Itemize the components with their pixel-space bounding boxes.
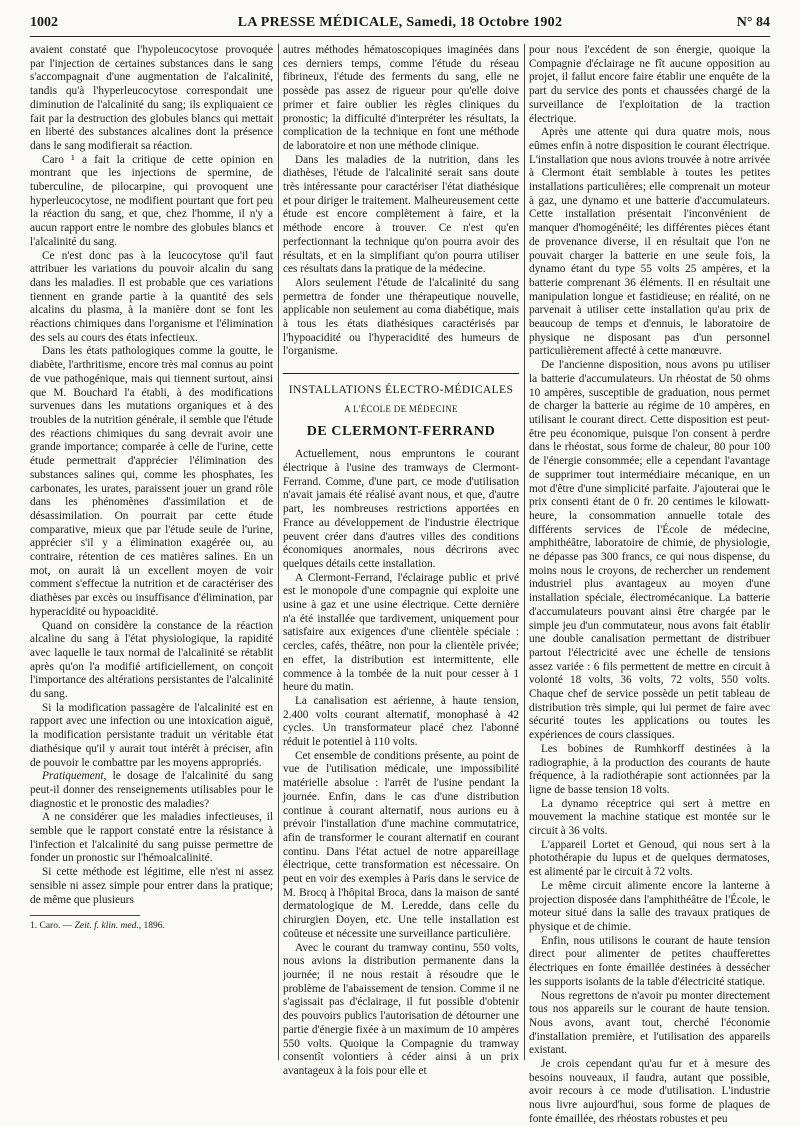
journal-title	[30, 15, 770, 31]
footnote	[30, 920, 273, 934]
paragraph: Quand on considère la constance de la réaction alcaline du sang à l'état physiologique, la rapidité avec laquelle le taux normal de l'alcalinité se rétablit après qu'on l'a modifié artificiellement, on conçoit l'importance des altérations persistantes de l'alcalinité du sang.	[30, 619, 273, 701]
column-1	[30, 44, 273, 1060]
paragraph: Cet ensemble de conditions présente, au point de vue de l'utilisation médicale, une impossibilité matérielle absolue : l'arrêt de l'usine pendant la journée. Enfin, dans le cas d'une distribution continue à courant alternatif, nous aurions eu à prévoir l'installation d'une machine commutatrice, afin de transformer le courant alternatif en courant continu. Dans l'état actuel de notre appareillage électrique, cette transformation est nécessaire. On peut en voir des exemples à Paris dans le service de M. Brocq à l'hôpital Broca, dans la maison de santé dermatologique de M. Leredde, dans celle du chirurgien Doyen, etc. Une telle installation est coûteuse et nécessite une surveillance particulière.	[283, 749, 519, 940]
footnote-rule	[30, 915, 140, 916]
journal-name: LA PRESSE MÉDICALE,	[237, 15, 403, 30]
paragraph: Si cette méthode est légitime, elle n'est ni assez sensible ni assez simple pour entrer dans la pratique; de même que plusieurs	[30, 866, 273, 906]
emphasis: Pratiquement,	[42, 770, 107, 783]
paragraph-text: le dosage de l'alcalinité du sang peut-il donner des renseignements utilisables pour le diagnostic et le pronostic des maladies?	[30, 770, 273, 810]
paragraph: Avec le courant du tramway continu, 550 volts, nous avions la distribution permanente dans la journée; il ne nous restait à résoudre que le problème de l'abaissement de tension. Comme il ne s'agissait pas d'éclairage, il fut possible d'obtenir des pouvoirs publics l'autorisation de détourner une partie d'énergie fixée à un maximum de 10 ampères 550 volts. Quoique la Compagnie du tramway consentît volontiers à céder ainsi à un prix avantageux à la fois pour elle et	[283, 941, 519, 1077]
column-2	[283, 44, 519, 1077]
column-divider	[278, 44, 279, 1060]
footnote-source: Zeit. f. klin. med.,	[74, 921, 142, 932]
paragraph: A Clermont-Ferrand, l'éclairage public et privé est le monopole d'une compagnie qui exploite une usine à gaz et une usine électrique. Cette dernière n'a été installée que tardivement, uniquement pour satisfaire aux exigences d'une clientèle spéciale : cercles, cafés, théâtre, non pour la clientèle privée; en effet, la distribution est intermittente, elle commence à la tombée de la nuit pour cesser à 1 heure du matin.	[283, 571, 519, 694]
paragraph: Enfin, nous utilisons le courant de haute tension direct pour alimenter de petites chaufferettes électriques en fonte émaillée destinées à dessécher les supports isolants de la table d'électricité statique.	[529, 934, 770, 988]
page-header	[30, 15, 770, 35]
header-rule	[30, 36, 770, 37]
article-heading	[283, 373, 519, 438]
footnote-year: 1896.	[141, 921, 165, 932]
paragraph: Les bobines de Rumhkorff destinées à la radiographie, à la production des courants de haute fréquence, à la radiothérapie sont actionnées par la ligne de basse tension 18 volts.	[529, 742, 770, 796]
article-title: INSTALLATIONS ÉLECTRO-MÉDICALES	[288, 384, 514, 397]
column-divider	[524, 44, 525, 1060]
paragraph	[30, 770, 273, 811]
paragraph: avaient constaté que l'hypoleucocytose provoquée par l'injection de certaines substances dans le sang s'accompagnait d'une augmentation de l'alcalinité, tandis qu'à l'hyperleucocytose correspondait une diminution de l'alcalinité du sang; ils expliquaient ce fait par la destruction des globules blancs qui mettait en liberté des substances alcalines dont la présence dans le sang modifierait sa réaction.	[30, 44, 273, 152]
paragraph: La dynamo réceptrice qui sert à mettre en mouvement la machine statique est montée sur le circuit à 36 volts.	[529, 797, 770, 838]
footnote-author: 1. Caro. —	[30, 921, 75, 932]
issue-date: Samedi, 18 Octobre 1902	[402, 15, 563, 30]
page-number: 1002	[30, 15, 58, 30]
paragraph: Dans les états pathologiques comme la goutte, le diabète, l'arthritisme, encore très mal connus au point de vue pathogénique, mais qui tiennent surtout, ainsi que M. Bouchard l'a établi, à des modifications survenues dans les mutations organiques et à des troubles de la nutrition générale, il semble que l'étude des réactions chimiques du sang devrait avoir une grande importance; comparée à celle de l'urine, cette étude permettrait d'apprécier l'élimination des substances salines qui, comme les phosphates, les carbonates, les urates, paraissent jouer un grand rôle dans les phénomènes d'assimilation et de désassimilation. On pourrait par cette étude comparative, mieux que par l'étude seule de l'urine, apprécier s'il y a élimination exagérée ou, au contraire, rétention de ces matières salines. En un mot, on aurait là un excellent moyen de voir comment s'effectue la nutrition et de caractériser des diathèses par excès ou insuffisance d'élimination, par hyperacidité ou hypoacidité.	[30, 345, 273, 618]
paragraph: Caro ¹ a fait la critique de cette opinion en montrant que les injections de spermine, de tuberculine, de pilocarpine, qui provoquent une hyperleucocytose, ne modifient pourtant que fort peu la réaction du sang, et que, chez l'homme, il n'y a aucun rapport entre le nombre des globules blancs et l'alcalinité du sang.	[30, 153, 273, 248]
paragraph: A ne considérer que les maladies infectieuses, il semble que le rapport constaté entre la résistance à l'infection et l'alcalinité du sang puisse permettre de fonder un pronostic sur l'hémoalcalinité.	[30, 811, 273, 865]
paragraph: Alors seulement l'étude de l'alcalinité du sang permettra de fonder une thérapeutique nouvelle, applicable non seulement au coma diabétique, mais à tous les états diathésiques caractérisés par l'hypoacidité ou l'hyperacidité des humeurs de l'organisme.	[283, 276, 519, 358]
column-3	[529, 44, 770, 1125]
article-location: DE CLERMONT-FERRAND	[306, 423, 496, 439]
paragraph: Si la modification passagère de l'alcalinité est en rapport avec une infection ou une intoxication aiguë, la modification persistante traduit un véritable état diathésique qu'il y aurait tout intérêt à préciser, afin de pouvoir le combattre par les moyens appropriés.	[30, 701, 273, 769]
paragraph: pour nous l'excédent de son énergie, quoique la Compagnie d'éclairage ne fît aucune opposition au projet, il fallut encore faire établir une enquête de la part du service des ponts et chaussées chargé de la surveillance de l'exploitation de la traction électrique.	[529, 44, 770, 125]
paragraph: Le même circuit alimente encore la lanterne à projection disposée dans l'amphithéâtre de l'École, le moteur situé dans la salle des travaux pratiques de physique et de chimie.	[529, 879, 770, 933]
article-subtitle: A L'ÉCOLE DE MÉDECINE	[344, 403, 458, 414]
paragraph: De l'ancienne disposition, nous avons pu utiliser la batterie d'accumulateurs. Un rhéostat de 50 ohms 10 ampères, susceptible de graduation, nous permet de charger la batterie au régime de 10 ampères, en utilisant le courant direct. Cette disposition est peut-être peu économique, puisque l'on consent à perdre dans le rhéostat, sous forme de chaleur, 80 pour 100 de l'énergie consommée; elle a cependant l'avantage de supprimer tout intermédiaire mécanique, en un mot d'être d'une simplicité parfaite. J'ajouterai que le prix consenti étant de 0 fr. 20 centimes le kilowatt-heure, la consommation annuelle totale des différents services de l'École de médecine, amphithéâtre, laboratoire de chimie, de physiologie, ne dépasse pas 300 francs, ce qui nous dispense, du moins nous le croyons, de rechercher un rendement industriel plus avantageux au moyen d'une installation spéciale, électromécanique. La batterie d'accumulateurs pouvant ainsi être chargée par le simple jeu d'un commutateur, nous avons fait établir une double canalisation permettant de distribuer partout l'électricité avec une échelle de tensions assez variée : 6 fils permettent de mettre en circuit à volonté 18 volts, 36 volts, 72 volts, 550 volts. Chaque chef de service possède un petit tableau de distribution très simple, qui lui permet de faire avec sécurité toutes les applications ou toutes les expériences de cours classiques.	[529, 359, 770, 742]
paragraph: Actuellement, nous empruntons le courant électrique à l'usine des tramways de Clermont-Ferrand. Comme, d'une part, ce mode d'utilisation n'avait jamais été réalisé avant nous, et que, d'autre part, les nombreuses restrictions apportées en France au développement de l'industrie électrique peuvent créer dans d'autres villes des conditions économiques anormales, nous décrirons avec quelques détails cette installation.	[283, 448, 519, 570]
paragraph: L'appareil Lortet et Genoud, qui nous sert à la photothérapie du lupus et de quelques dermatoses, est alimenté par le circuit à 72 volts.	[529, 838, 770, 879]
paragraph: Je crois cependant qu'au fur et à mesure des besoins nouveaux, il faudra, autant que possible, avoir recours à ce mode d'utilisation. L'industrie nous livre aujourd'hui, sous forme de plaques de fonte émaillée, des rhéostats robustes et peu	[529, 1058, 770, 1125]
paragraph: Dans les maladies de la nutrition, dans les diathèses, l'étude de l'alcalinité serait sans doute très intéressante pour caractériser l'état diathésique et pour diriger le traitement. Malheureusement cette étude est encore complètement à faire, et la méthode encore à trouver. Ce n'est qu'en perfectionnant la technique qu'on pourra avoir des résultats, et en la simplifiant qu'on pourra utiliser ces résultats dans la pratique de la médecine.	[283, 153, 519, 276]
paragraph: Nous regrettons de n'avoir pu monter directement tous nos appareils sur le courant de haute tension. Nous avons, avant tout, cherché l'économie d'installation première, et l'utilisation des appareils existant.	[529, 989, 770, 1057]
paragraph: La canalisation est aérienne, à haute tension, 2.400 volts courant alternatif, monophasé à 42 cycles. Un transformateur placé chez l'abonné réduit le potentiel à 110 volts.	[283, 694, 519, 749]
paragraph: Après une attente qui dura quatre mois, nous eûmes enfin à notre disposition le courant électrique. L'installation que nous avions trouvée à notre arrivée à Clermont était semblable à toutes les petites installations particulières; elle comprenait un moteur à gaz, une dynamo et une batterie d'accumulateurs. Cette installation présentait l'inconvénient de manquer d'homogénéité; les différentes pièces étant de provenance diverse, il en résultait que l'on ne pouvait charger la batterie en une seule fois, la dynamo étant du type 55 volts 25 ampères, et la batterie comprenant 36 éléments. Il en résultait une manipulation longue et fastidieuse; en réalité, on ne parvenait à utiliser cette installation qu'au prix de beaucoup de temps et d'ennuis, le laboratoire de physique ne disposant pas d'un personnel particulièrement affecté à cette manœuvre.	[529, 126, 770, 358]
issue-number: N° 84	[736, 15, 770, 30]
paragraph: autres méthodes hématoscopiques imaginées dans ces derniers temps, comme l'étude du réseau fibrineux, l'étude des ferments du sang, elle ne possède pas assez de rigueur pour qu'elle doive primer et faire oublier les règles cliniques du pronostic; la difficulté d'interpréter les résultats, la complication de la technique en font une méthode de laboratoire et non une méthode clinique.	[283, 44, 519, 152]
paragraph: Ce n'est donc pas à la leucocytose qu'il faut attribuer les variations du pouvoir alcalin du sang dans les maladies. Il est probable que ces variations tiennent en grande partie à la quantité des sels alcalins du plasma, à la manière dont se font les réactions chimiques dans l'organisme et l'élimination des sels au cours des états infectieux.	[30, 249, 273, 344]
